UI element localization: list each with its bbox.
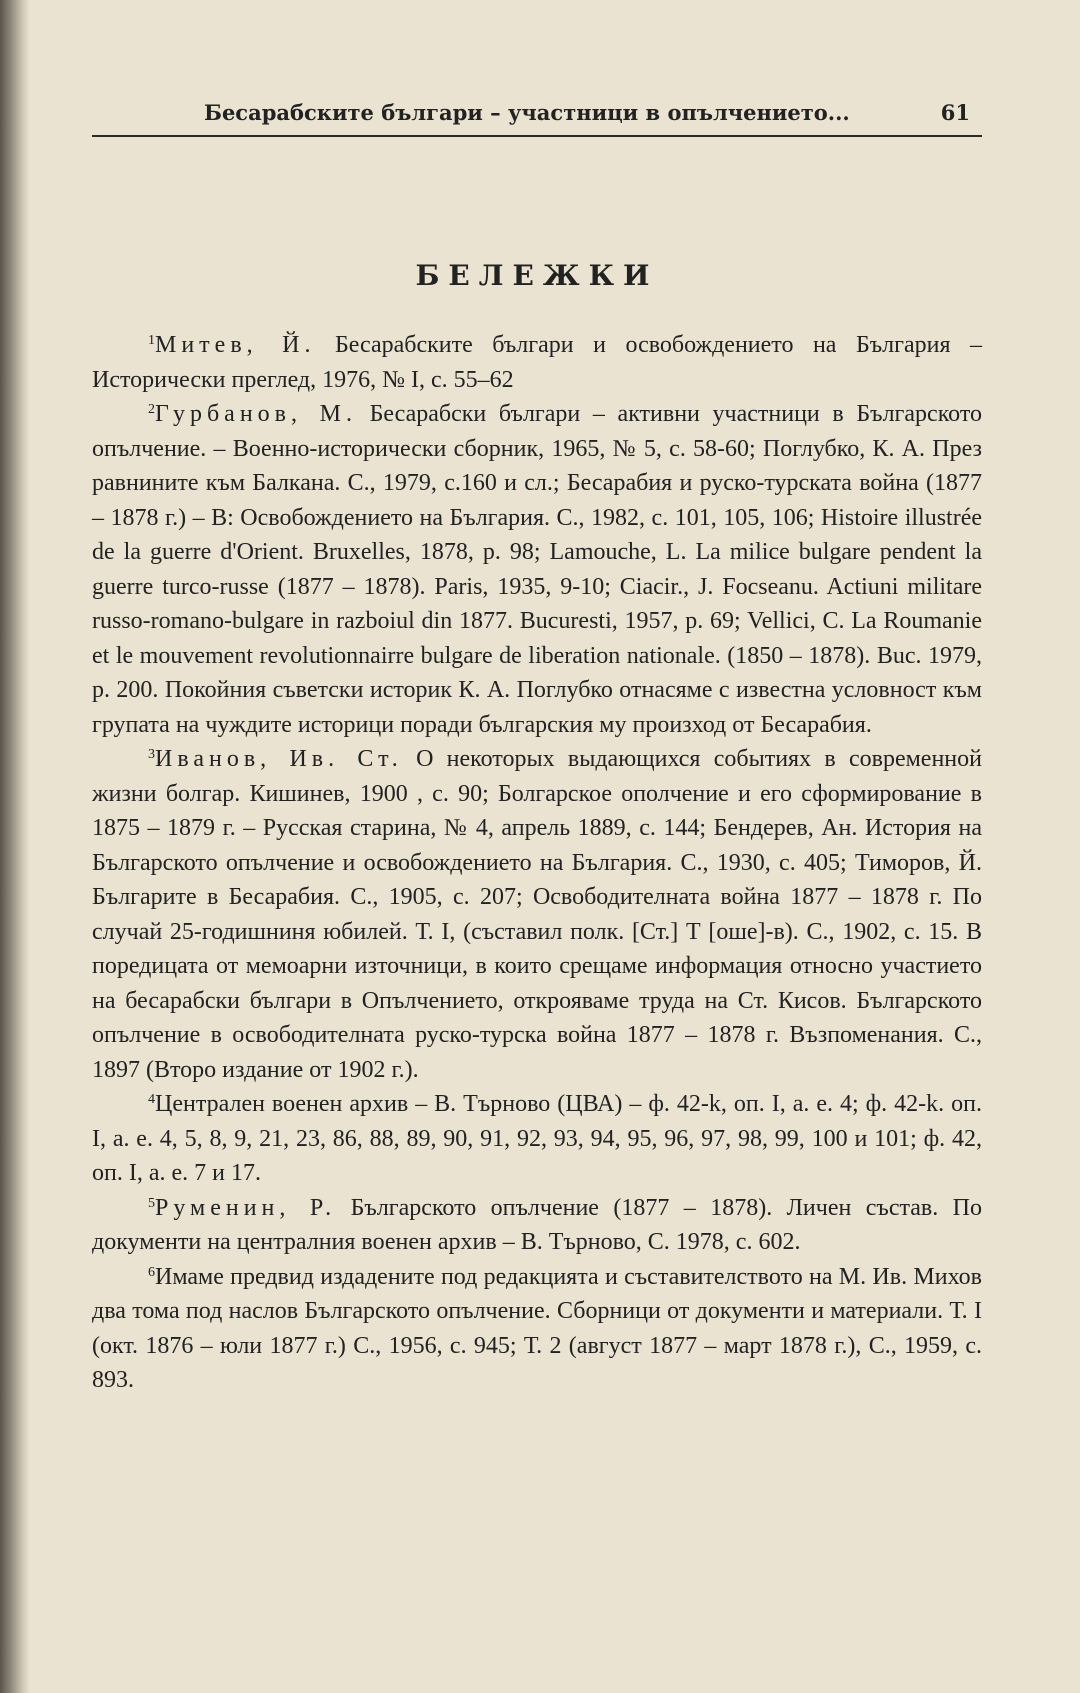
endnote-2 [92, 397, 982, 742]
endnote-number: 6 [148, 1264, 155, 1280]
endnote-1 [92, 328, 982, 397]
page-number: 61 [940, 100, 970, 125]
endnote-number: 1 [148, 333, 155, 348]
running-header-title: Бесарабските българи – участници в опълчението... [204, 100, 850, 125]
section-title: БЕЛЕЖКИ [415, 259, 659, 292]
endnote-text: Централен военен архив – В. Търново (ЦВА) – ф. 42-k, оп. I, а. е. 4; ф. 42-k. оп. I, а. е. 4, 5, 8, 9, 21, 23, 86, 88, 89, 90, 91, 92, 93, 94, 95, 96, 97, 98, 99, 100 и 101; ф. 42, оп. I, а. е. 7 и 17. [92, 1091, 982, 1186]
endnote-text: Имаме предвид издадените под редакцията и съставителството на М. Ив. Михов два тома под наслов Българското опълчение. Сборници от документи и материали. Т. I (окт. 1876 – юли 1877 г.) С., 1956, с. 945; Т. 2 (август 1877 – март 1878 г.), С., 1959, с. 893. [92, 1263, 982, 1393]
endnote-number: 2 [148, 402, 155, 417]
endnote-number: 3 [148, 747, 155, 762]
endnote-text: О некоторых выдающихся событиях в современной жизни болгар. Кишинев, 1900 , с. 90; Болгарское ополчение и его сформирование в 1875 – 1879 г. – Русская старина, № 4, апрель 1889, с. 144; Бендерев, Ан. История на Българското опълчение и освобождението на България. С., 1930, с. 405; Тиморов, Й. Българите в Бесарабия. С., 1905, с. 207; Освободителната война 1877 – 1878 г. По случай 25-годишниня юбилей. Т. I, (съставил полк. [Ст.] Т [оше]-в). С., 1902, с. 15. В поредицата от мемоарни източници, в които срещаме информация относно участието на бесарабски българи в Опълчението, открояваме труда на Ст. Кисов. Българското опълчение в освободителната руско-турска война 1877 – 1878 г. Възпоменания. С., 1897 (Второ издание от 1902 г.). [92, 746, 982, 1083]
endnote-4 [92, 1087, 982, 1191]
endnotes-list [92, 328, 982, 1398]
endnote-text: Бесарабските българи и освобождението на България – Исторически преглед, 1976, № I, с. 55–62 [92, 332, 982, 393]
endnote-author: Иванов, Ив. Ст. [155, 746, 403, 772]
endnote-author: Митев, Й. [155, 332, 316, 358]
endnote-number: 5 [148, 1195, 155, 1211]
endnote-number: 4 [148, 1092, 155, 1107]
endnote-author: Руменин, Р. [155, 1194, 337, 1221]
book-binding-shadow [0, 0, 30, 1693]
endnote-5 [92, 1191, 982, 1260]
endnote-6 [92, 1260, 982, 1398]
endnote-text: Българското опълчение (1877 – 1878). Личен състав. По документи на централния военен архив – В. Търново, С. 1978, с. 602. [92, 1194, 983, 1255]
endnote-3 [92, 742, 982, 1087]
running-header [92, 100, 982, 137]
endnote-author: Гурбанов, М. [155, 401, 357, 427]
endnote-text: Бесарабски българи – активни участници в Българското опълчение. – Военно-исторически сборник, 1965, № 5, с. 58-60; Поглубко, К. А. През равнините към Балкана. С., 1979, с.160 и сл.; Бесарабия и руско-турската война (1877 – 1878 г.) – В: Освобождението на България. С., 1982, с. 101, 105, 106; Histoire illustrée de la guerre d'Orient. Bruxelles, 1878, p. 98; Lamouche, L. La milice bulgare pendent la guerre turco-russe (1877 – 1878). Paris, 1935, 9-10; Ciacir., J. Focseanu. Actiuni militare russo-romano-bulgare in razboiul din 1877. Bucuresti, 1957, p. 69; Vellici, C. La Roumanie et le mouvement revolutionnairre bulgare de liberation nationale. (1850 – 1878). Buc. 1979, p. 200. Покойния съветски историк К. А. Поглубко отнасяме с известна условност към групата на чуждите историци поради българския му произход от Бесарабия. [92, 401, 982, 738]
book-page [92, 100, 982, 1398]
